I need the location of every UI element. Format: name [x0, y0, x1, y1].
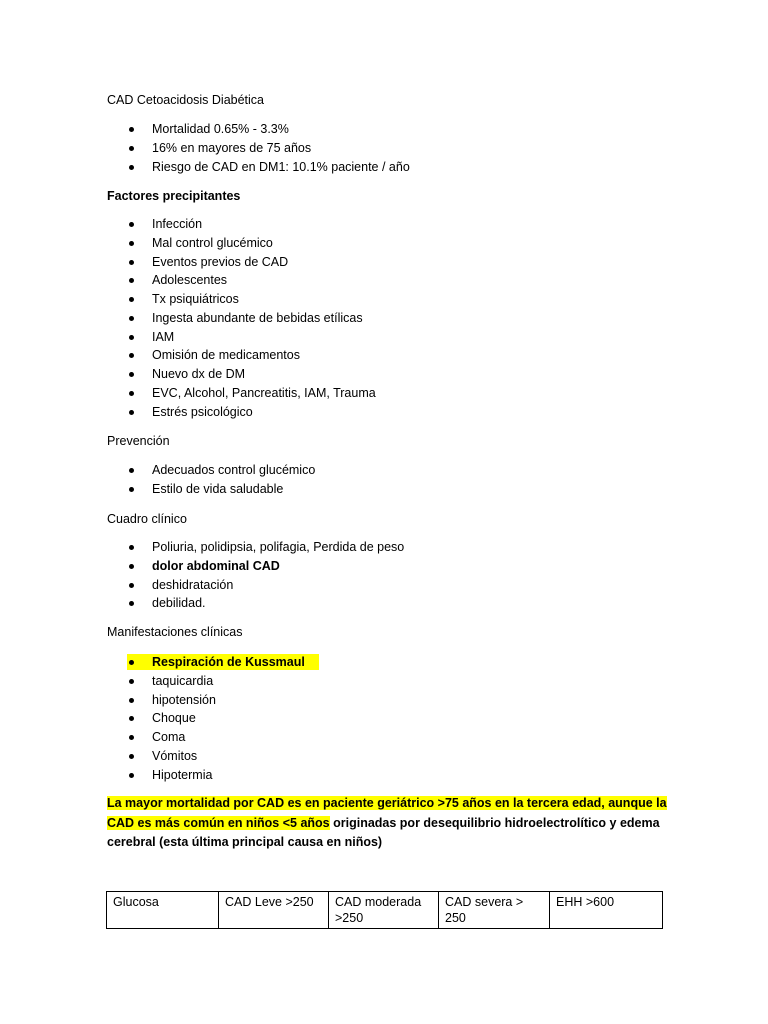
- list-item: EVC, Alcohol, Pancreatitis, IAM, Trauma: [107, 384, 376, 403]
- note-highlight-1: La mayor mortalidad por CAD es en paciente geriátrico >75 años en la tercera edad, aunque la: [107, 796, 667, 810]
- prevencion-list: [107, 461, 315, 499]
- table-cell: CAD severa > 250: [439, 892, 550, 929]
- list-item: Nuevo dx de DM: [107, 365, 376, 384]
- heading-prevencion: Prevención: [107, 434, 170, 448]
- list-item: Eventos previos de CAD: [107, 253, 376, 272]
- table-cell: EHH >600: [550, 892, 663, 929]
- bullet-icon: [129, 316, 134, 321]
- bullet-icon: [129, 127, 134, 132]
- list-item: Adecuados control glucémico: [107, 461, 315, 480]
- table-row: [107, 892, 663, 929]
- heading-manifestaciones: Manifestaciones clínicas: [107, 625, 243, 639]
- bullet-icon: [129, 372, 134, 377]
- bullet-icon: [129, 165, 134, 170]
- document-title: CAD Cetoacidosis Diabética: [107, 93, 265, 107]
- list-item: taquicardia: [107, 672, 305, 691]
- list-item: Estrés psicológico: [107, 403, 376, 422]
- bullet-icon: [129, 410, 134, 415]
- bullet-icon: [129, 146, 134, 151]
- table-cell: CAD moderada >250: [329, 892, 439, 929]
- list-item: hipotensión: [107, 691, 305, 710]
- heading-cuadro: Cuadro clínico: [107, 512, 187, 526]
- bullet-icon: [129, 222, 134, 227]
- list-item-highlighted: Respiración de Kussmaul: [107, 653, 305, 672]
- list-item: Choque: [107, 709, 305, 728]
- bullet-icon: [129, 660, 134, 665]
- glucose-table: [106, 891, 663, 929]
- bullet-icon: [129, 583, 134, 588]
- bullet-icon: [129, 773, 134, 778]
- list-item: Tx psiquiátricos: [107, 290, 376, 309]
- intro-list: [107, 120, 410, 176]
- bullet-icon: [129, 679, 134, 684]
- list-item: 16% en mayores de 75 años: [107, 139, 410, 158]
- list-item: Mal control glucémico: [107, 234, 376, 253]
- list-item: Coma: [107, 728, 305, 747]
- bullet-icon: [129, 391, 134, 396]
- list-item: Hipotermia: [107, 766, 305, 785]
- bullet-icon: [129, 601, 134, 606]
- list-item: Mortalidad 0.65% - 3.3%: [107, 120, 410, 139]
- list-item: Adolescentes: [107, 271, 376, 290]
- bullet-icon: [129, 735, 134, 740]
- factores-list: [107, 215, 376, 421]
- bullet-icon: [129, 545, 134, 550]
- bullet-icon: [129, 698, 134, 703]
- list-item: deshidratación: [107, 576, 404, 595]
- list-item: Riesgo de CAD en DM1: 10.1% paciente / año: [107, 158, 410, 177]
- list-item: Estilo de vida saludable: [107, 480, 315, 499]
- list-item: Ingesta abundante de bebidas etílicas: [107, 309, 376, 328]
- list-item: IAM: [107, 328, 376, 347]
- bullet-icon: [129, 278, 134, 283]
- list-item: Poliuria, polidipsia, polifagia, Perdida de peso: [107, 538, 404, 557]
- bullet-icon: [129, 297, 134, 302]
- list-item: Omisión de medicamentos: [107, 346, 376, 365]
- bullet-icon: [129, 487, 134, 492]
- manifestaciones-list: [107, 653, 305, 784]
- heading-factores: Factores precipitantes: [107, 189, 241, 203]
- bullet-icon: [129, 241, 134, 246]
- bullet-icon: [129, 353, 134, 358]
- bullet-icon: [129, 260, 134, 265]
- table-cell: CAD Leve >250: [219, 892, 329, 929]
- note-text-1: originadas por desequilibrio hidroelectrolítico y edema: [329, 815, 660, 830]
- mortality-note: [107, 794, 667, 853]
- note-text-2: cerebral (esta última principal causa en niños): [107, 835, 383, 849]
- bullet-icon: [129, 468, 134, 473]
- table-cell: Glucosa: [107, 892, 219, 929]
- bullet-icon: [129, 754, 134, 759]
- list-item: debilidad.: [107, 594, 404, 613]
- list-item: Vómitos: [107, 747, 305, 766]
- note-highlight-2: CAD es más común en niños <5 años: [107, 815, 330, 830]
- bullet-icon: [129, 335, 134, 340]
- bullet-icon: [129, 716, 134, 721]
- cuadro-list: [107, 538, 404, 613]
- list-item: dolor abdominal CAD: [107, 557, 404, 576]
- bullet-icon: [129, 564, 134, 569]
- list-item: Infección: [107, 215, 376, 234]
